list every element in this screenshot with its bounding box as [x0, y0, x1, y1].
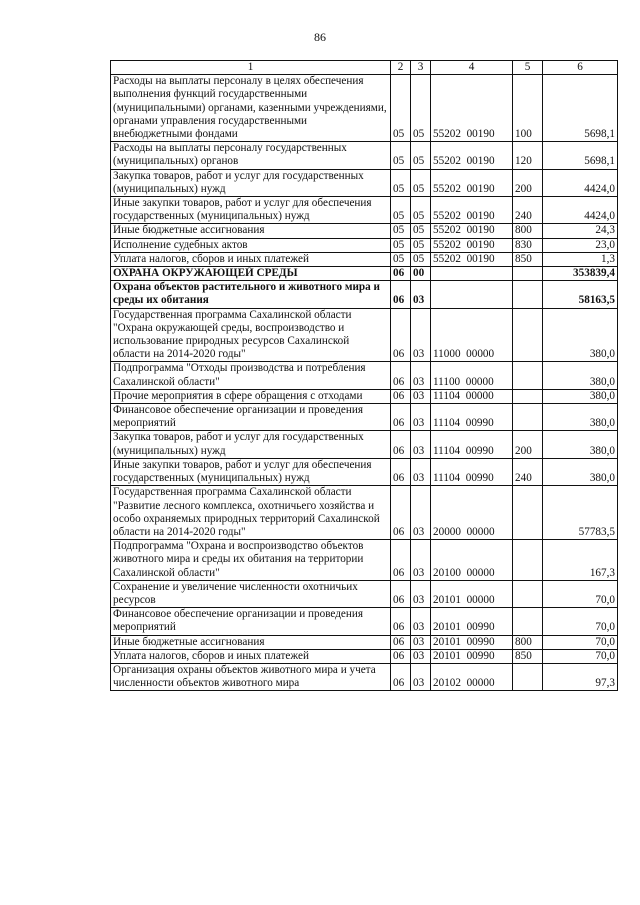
row-subsection-cell: 03 — [411, 649, 431, 663]
row-subsection-cell: 03 — [411, 540, 431, 581]
row-section-cell: 06 — [391, 608, 411, 635]
row-target-article-cell: 55202 00190 — [431, 75, 513, 142]
table-row — [111, 169, 618, 196]
table-row — [111, 267, 618, 281]
col-header-subsection: 3 — [411, 61, 431, 75]
row-amount-cell: 5698,1 — [543, 75, 618, 142]
row-amount-cell: 70,0 — [543, 649, 618, 663]
table-row — [111, 635, 618, 649]
row-subsection-cell: 03 — [411, 281, 431, 308]
row-section-cell: 06 — [391, 649, 411, 663]
row-name-cell: Финансовое обеспечение организации и проведения мероприятий — [111, 608, 391, 635]
row-expense-type-cell: 240 — [513, 458, 543, 485]
row-section-cell: 06 — [391, 635, 411, 649]
row-amount-cell: 97,3 — [543, 663, 618, 690]
row-amount-cell: 70,0 — [543, 635, 618, 649]
row-section-cell: 05 — [391, 197, 411, 224]
table-row — [111, 308, 618, 362]
table-row — [111, 389, 618, 403]
row-expense-type-cell — [513, 362, 543, 389]
row-section-cell: 06 — [391, 362, 411, 389]
row-name-cell: Подпрограмма "Отходы производства и потребления Сахалинской области" — [111, 362, 391, 389]
row-subsection-cell: 03 — [411, 486, 431, 540]
row-section-cell: 06 — [391, 486, 411, 540]
row-name-cell: Охрана объектов растительного и животного мира и среды их обитания — [111, 281, 391, 308]
row-subsection-cell: 03 — [411, 389, 431, 403]
row-name-cell: Расходы на выплаты персоналу в целях обеспечения выполнения функций государственными (муниципальными) органами, казенными учреждениями, органами управления государственными внебюджетными фондами — [111, 75, 391, 142]
row-name-cell: ОХРАНА ОКРУЖАЮЩЕЙ СРЕДЫ — [111, 267, 391, 281]
row-expense-type-cell — [513, 486, 543, 540]
row-expense-type-cell: 850 — [513, 649, 543, 663]
row-section-cell: 06 — [391, 281, 411, 308]
row-name-cell: Уплата налогов, сборов и иных платежей — [111, 649, 391, 663]
col-header-amount: 6 — [543, 61, 618, 75]
table-row — [111, 580, 618, 607]
row-name-cell: Иные бюджетные ассигнования — [111, 635, 391, 649]
row-subsection-cell: 03 — [411, 431, 431, 458]
row-expense-type-cell — [513, 580, 543, 607]
row-section-cell: 06 — [391, 540, 411, 581]
row-name-cell: Прочие мероприятия в сфере обращения с отходами — [111, 389, 391, 403]
row-name-cell: Сохранение и увеличение численности охотничьих ресурсов — [111, 580, 391, 607]
row-target-article-cell — [431, 281, 513, 308]
row-amount-cell: 57783,5 — [543, 486, 618, 540]
table-row — [111, 238, 618, 252]
row-subsection-cell: 05 — [411, 75, 431, 142]
row-target-article-cell: 20102 00000 — [431, 663, 513, 690]
row-target-article-cell: 55202 00190 — [431, 169, 513, 196]
row-name-cell: Закупка товаров, работ и услуг для государственных (муниципальных) нужд — [111, 431, 391, 458]
table-row — [111, 540, 618, 581]
row-expense-type-cell: 850 — [513, 252, 543, 266]
row-expense-type-cell — [513, 308, 543, 362]
row-target-article-cell: 11104 00990 — [431, 431, 513, 458]
page-number: 86 — [314, 30, 326, 44]
row-name-cell: Финансовое обеспечение организации и проведения мероприятий — [111, 404, 391, 431]
row-expense-type-cell — [513, 663, 543, 690]
row-name-cell: Государственная программа Сахалинской области "Охрана окружающей среды, воспроизводство и использование природных ресурсов Сахалинской области на 2014-2020 годы" — [111, 308, 391, 362]
row-subsection-cell: 03 — [411, 635, 431, 649]
row-subsection-cell: 00 — [411, 267, 431, 281]
col-header-target-article: 4 — [431, 61, 513, 75]
row-target-article-cell: 20000 00000 — [431, 486, 513, 540]
row-expense-type-cell: 240 — [513, 197, 543, 224]
row-target-article-cell: 55202 00190 — [431, 238, 513, 252]
col-header-section: 2 — [391, 61, 411, 75]
row-subsection-cell: 03 — [411, 663, 431, 690]
table-row — [111, 252, 618, 266]
row-section-cell: 05 — [391, 142, 411, 169]
header-row — [111, 61, 618, 75]
row-amount-cell: 380,0 — [543, 308, 618, 362]
row-subsection-cell: 05 — [411, 238, 431, 252]
row-expense-type-cell: 800 — [513, 635, 543, 649]
row-subsection-cell: 05 — [411, 142, 431, 169]
row-name-cell: Исполнение судебных актов — [111, 238, 391, 252]
row-amount-cell: 4424,0 — [543, 169, 618, 196]
table-body — [111, 75, 618, 691]
row-section-cell: 06 — [391, 663, 411, 690]
table-row — [111, 649, 618, 663]
row-target-article-cell: 11100 00000 — [431, 362, 513, 389]
row-target-article-cell: 55202 00190 — [431, 252, 513, 266]
row-expense-type-cell — [513, 608, 543, 635]
row-amount-cell: 58163,5 — [543, 281, 618, 308]
table-row — [111, 458, 618, 485]
row-target-article-cell: 11104 00990 — [431, 458, 513, 485]
row-subsection-cell: 05 — [411, 197, 431, 224]
row-expense-type-cell — [513, 389, 543, 403]
table-row — [111, 362, 618, 389]
row-section-cell: 06 — [391, 458, 411, 485]
row-amount-cell: 70,0 — [543, 580, 618, 607]
row-amount-cell: 380,0 — [543, 458, 618, 485]
row-subsection-cell: 03 — [411, 608, 431, 635]
row-amount-cell: 24,3 — [543, 224, 618, 238]
row-subsection-cell: 05 — [411, 169, 431, 196]
table-row — [111, 197, 618, 224]
row-target-article-cell: 11104 00000 — [431, 389, 513, 403]
table-row — [111, 224, 618, 238]
row-section-cell: 05 — [391, 238, 411, 252]
row-amount-cell: 167,3 — [543, 540, 618, 581]
row-target-article-cell: 11104 00990 — [431, 404, 513, 431]
row-amount-cell: 23,0 — [543, 238, 618, 252]
row-subsection-cell: 03 — [411, 580, 431, 607]
table-row — [111, 486, 618, 540]
table-row — [111, 142, 618, 169]
row-section-cell: 06 — [391, 267, 411, 281]
row-subsection-cell: 03 — [411, 308, 431, 362]
row-target-article-cell: 55202 00190 — [431, 224, 513, 238]
row-section-cell: 05 — [391, 252, 411, 266]
budget-table — [110, 60, 618, 691]
row-expense-type-cell — [513, 404, 543, 431]
col-header-expense-type: 5 — [513, 61, 543, 75]
row-target-article-cell: 11000 00000 — [431, 308, 513, 362]
row-amount-cell: 353839,4 — [543, 267, 618, 281]
row-section-cell: 06 — [391, 431, 411, 458]
row-amount-cell: 4424,0 — [543, 197, 618, 224]
table-row — [111, 281, 618, 308]
table-row — [111, 431, 618, 458]
row-expense-type-cell: 100 — [513, 75, 543, 142]
row-amount-cell: 380,0 — [543, 362, 618, 389]
row-section-cell: 05 — [391, 224, 411, 238]
row-target-article-cell — [431, 267, 513, 281]
table-row — [111, 663, 618, 690]
row-name-cell: Расходы на выплаты персоналу государственных (муниципальных) органов — [111, 142, 391, 169]
row-section-cell: 06 — [391, 389, 411, 403]
row-expense-type-cell: 800 — [513, 224, 543, 238]
row-amount-cell: 1,3 — [543, 252, 618, 266]
row-subsection-cell: 03 — [411, 458, 431, 485]
row-section-cell: 06 — [391, 404, 411, 431]
row-expense-type-cell — [513, 267, 543, 281]
row-amount-cell: 380,0 — [543, 404, 618, 431]
row-expense-type-cell — [513, 281, 543, 308]
table-row — [111, 75, 618, 142]
row-subsection-cell: 05 — [411, 252, 431, 266]
row-target-article-cell: 20100 00000 — [431, 540, 513, 581]
col-header-name: 1 — [111, 61, 391, 75]
row-name-cell: Иные закупки товаров, работ и услуг для обеспечения государственных (муниципальных) нужд — [111, 197, 391, 224]
row-target-article-cell: 55202 00190 — [431, 142, 513, 169]
row-name-cell: Иные закупки товаров, работ и услуг для обеспечения государственных (муниципальных) нужд — [111, 458, 391, 485]
row-target-article-cell: 55202 00190 — [431, 197, 513, 224]
row-name-cell: Уплата налогов, сборов и иных платежей — [111, 252, 391, 266]
row-expense-type-cell: 830 — [513, 238, 543, 252]
row-target-article-cell: 20101 00000 — [431, 580, 513, 607]
row-section-cell: 05 — [391, 169, 411, 196]
row-amount-cell: 380,0 — [543, 431, 618, 458]
row-target-article-cell: 20101 00990 — [431, 635, 513, 649]
row-target-article-cell: 20101 00990 — [431, 608, 513, 635]
row-amount-cell: 70,0 — [543, 608, 618, 635]
row-amount-cell: 5698,1 — [543, 142, 618, 169]
row-name-cell: Подпрограмма "Охрана и воспроизводство объектов животного мира и среды их обитания на территории Сахалинской области" — [111, 540, 391, 581]
row-expense-type-cell: 200 — [513, 169, 543, 196]
row-name-cell: Иные бюджетные ассигнования — [111, 224, 391, 238]
row-expense-type-cell: 120 — [513, 142, 543, 169]
row-expense-type-cell: 200 — [513, 431, 543, 458]
table-row — [111, 404, 618, 431]
row-name-cell: Закупка товаров, работ и услуг для государственных (муниципальных) нужд — [111, 169, 391, 196]
row-amount-cell: 380,0 — [543, 389, 618, 403]
table-row — [111, 608, 618, 635]
row-subsection-cell: 03 — [411, 362, 431, 389]
row-section-cell: 05 — [391, 75, 411, 142]
row-name-cell: Государственная программа Сахалинской области "Развитие лесного комплекса, охотничьего хозяйства и особо охраняемых природных территорий Сахалинской области на 2014-2020 годы" — [111, 486, 391, 540]
row-subsection-cell: 05 — [411, 224, 431, 238]
row-section-cell: 06 — [391, 308, 411, 362]
row-target-article-cell: 20101 00990 — [431, 649, 513, 663]
row-name-cell: Организация охраны объектов животного мира и учета численности объектов животного мира — [111, 663, 391, 690]
row-subsection-cell: 03 — [411, 404, 431, 431]
row-expense-type-cell — [513, 540, 543, 581]
row-section-cell: 06 — [391, 580, 411, 607]
